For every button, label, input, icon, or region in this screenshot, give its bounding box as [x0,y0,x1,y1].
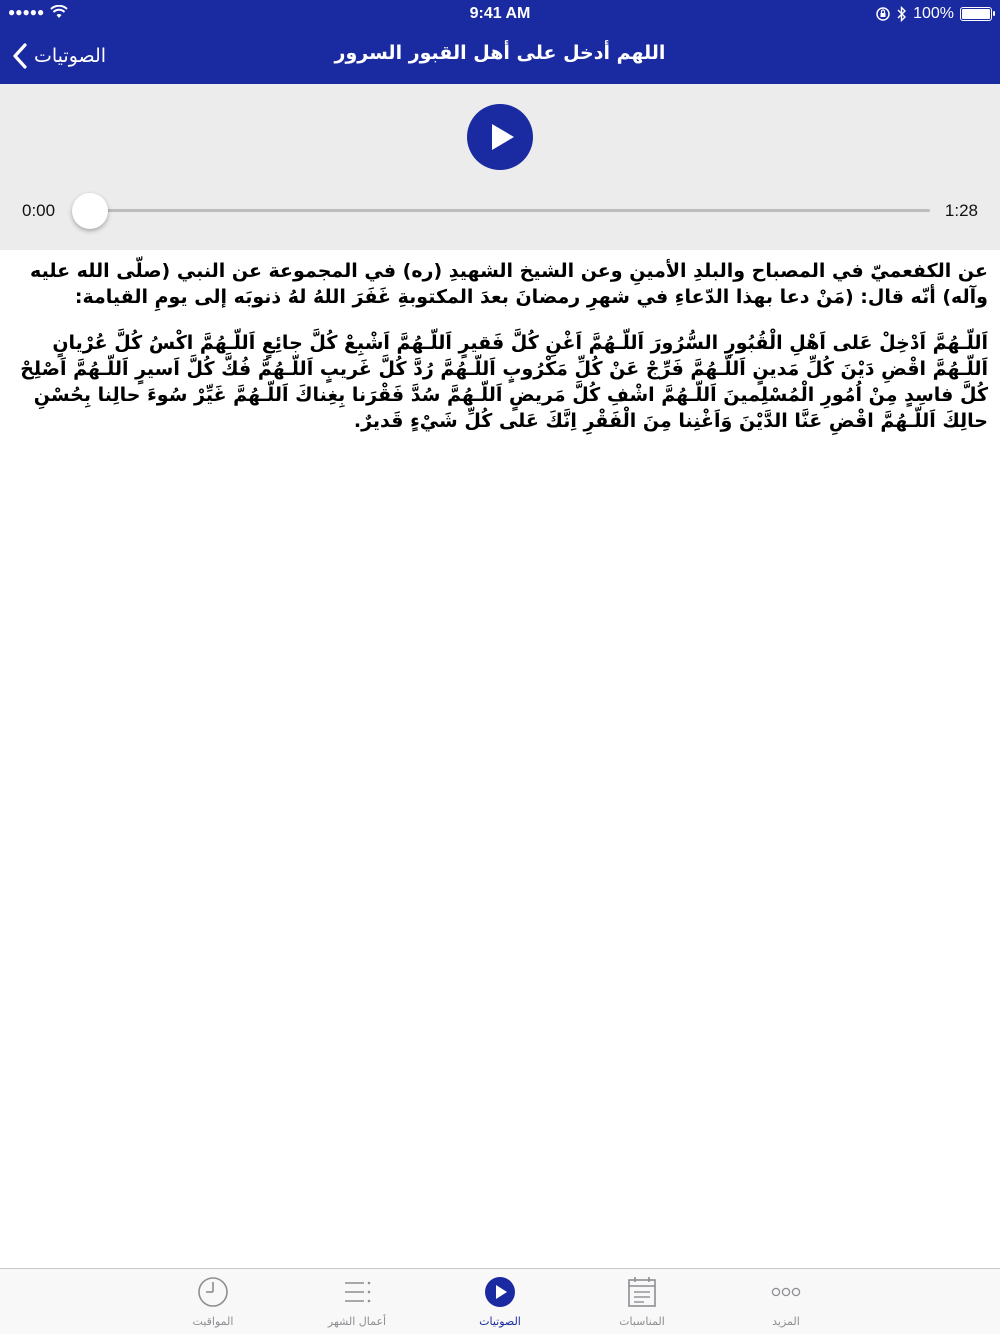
tab-more[interactable] [726,1275,846,1333]
back-button[interactable] [12,36,106,76]
progress-thumb[interactable] [72,193,108,229]
tab-audio[interactable] [440,1275,560,1333]
status-right [875,5,992,23]
page-title: اللهم أدخل على أهل القبور السرور [334,42,666,64]
signal-icon: ●●●●● [8,5,45,19]
tab-audio-label: الصوتيات [479,1315,521,1328]
status-bar [0,0,1000,28]
list-icon [340,1275,374,1309]
play-circle-icon [483,1275,517,1309]
battery-fill [962,9,990,19]
status-time: 9:41 AM [469,5,531,22]
audio-player [0,84,1000,250]
tab-occasions-label: المناسبات [619,1315,665,1328]
tab-occasions[interactable] [582,1275,702,1333]
more-icon [769,1275,803,1309]
dua-content [14,258,988,434]
rotation-lock-icon [875,6,891,22]
tab-month-deeds-label: أعمال الشهر [327,1315,387,1328]
dua-text: اَللّـهُمَّ اَدْخِلْ عَلى اَهْلِ الْقُبُورِ السُّرُورَ اَللّـهُمَّ اَغْنِ كُلَّ فَقيرٍ اَللّـهُمَّ اَشْبِعْ كُلَّ جائِعٍ اَللّـهُمَّ اكْسُ كُلَّ عُرْيانٍ اَللّـهُمَّ اقْضِ دَيْنَ كُلِّ مَدينٍ اَللّـهُمَّ فَرِّجْ عَنْ كُلِّ مَكْرُوبٍ اَللّـهُمَّ رُدَّ كُلَّ غَريبٍ اَللّـهُمَّ فُكَّ كُلَّ اَسيرٍ اَللّـهُمَّ اَصْلِحْ كُلَّ فاسِدٍ مِنْ اُمُورِ الْمُسْلِمينَ اَللّـهُمَّ اشْفِ كُلَّ مَريضٍ اَللّـهُمَّ سُدَّ فَقْرَنا بِغِناكَ اَللّـهُمَّ غَيِّرْ سُوءَ حالِنا بِحُسْنِ حالِكَ اَللّـهُمَّ اقْضِ عَنَّا الدَّيْنَ وَاَغْنِنا مِنَ الْفَقْرِ اِنَّكَ عَلى كُلِّ شَيْءٍ قَديرٌ. [20,332,988,432]
play-icon [467,104,533,170]
nav-bar [0,28,1000,84]
bluetooth-icon [897,6,907,22]
intro-text: عن الكفعميّ في المصباح والبلدِ الأمينِ وعن الشيخ الشهيدِ (ره) في المجموعة عن النبي (صلّى الله عليه وآله) أنّه قال: (مَنْ دعا بهذا الدّعاءِ في شهرِ رمضانَ بعدَ المكتوبةِ غَفَرَ اللهُ لهُ ذنوبَه إلى يومِ القيامة: [30,260,988,308]
tab-more-label: المزيد [772,1315,800,1328]
tab-month-deeds[interactable] [297,1275,417,1333]
calendar-icon [625,1275,659,1309]
battery-percent: 100% [913,5,954,22]
tab-bar [0,1268,1000,1334]
back-label: الصوتيات [34,45,107,67]
tab-times-label: المواقيت [192,1315,234,1328]
progress-track[interactable] [90,209,930,212]
battery-icon [960,7,992,21]
tab-times[interactable] [153,1275,273,1333]
play-button[interactable] [467,104,533,170]
chevron-left-icon [12,42,28,70]
duration: 1:28 [944,201,978,220]
clock-icon [196,1275,230,1309]
current-time: 0:00 [22,201,56,220]
